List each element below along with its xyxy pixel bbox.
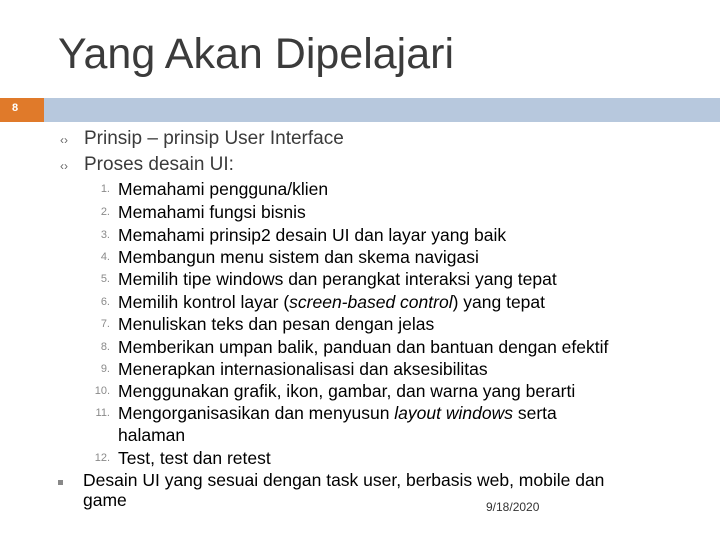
step-number: 3. [100,229,110,241]
step-11-continuation: halaman [118,425,186,445]
step-number: 2. [100,206,110,218]
step-number: 1. [100,183,110,195]
step-text: Menuliskan teks dan pesan dengan jelas [118,314,435,334]
step-text: Memahami pengguna/klien [118,179,329,199]
step-number: 9. [100,363,110,375]
step-number: 10. [94,385,110,397]
header-strip [44,98,720,122]
step-text: Menerapkan internasionalisasi dan aksesibilitas [118,359,488,379]
step-text: Memberikan umpan balik, panduan dan bantuan dengan efektif [118,337,609,357]
page-number: 8 [12,102,19,114]
step-number: 8. [100,341,110,353]
header-bar [0,98,720,122]
step-text: Membangun menu sistem dan skema navigasi [118,247,479,267]
square-bullet-icon [58,480,63,485]
step-text: Test, test dan retest [118,448,271,468]
step-number: 12. [94,452,110,464]
step-number: 4. [100,251,110,263]
step-text: Memahami fungsi bisnis [118,202,306,222]
step-text: Memilih tipe windows dan perangkat interaksi yang tepat [118,269,557,289]
chevron-bullet-icon: ‹› [60,159,68,173]
step-text: Memilih kontrol layar (screen-based control) yang tepat [118,292,545,312]
last-bullet-line1: Desain UI yang sesuai dengan task user, berbasis web, mobile dan [83,470,605,490]
step-number: 6. [100,296,110,308]
slide-title: Yang Akan Dipelajari [58,30,455,78]
step-text: Menggunakan grafik, ikon, gambar, dan warna yang berarti [118,381,576,401]
step-number: 11. [95,407,110,419]
chevron-bullet-icon: ‹› [60,133,68,147]
last-bullet-line2: game [83,490,127,510]
step-number: 7. [100,318,110,330]
step-text: Mengorganisasikan dan menyusun layout windows serta [118,403,557,423]
step-text: Memahami prinsip2 desain UI dan layar yang baik [118,225,507,245]
slide-date: 9/18/2020 [486,500,540,514]
page-number-box [0,98,44,122]
step-number: 5. [100,273,110,285]
